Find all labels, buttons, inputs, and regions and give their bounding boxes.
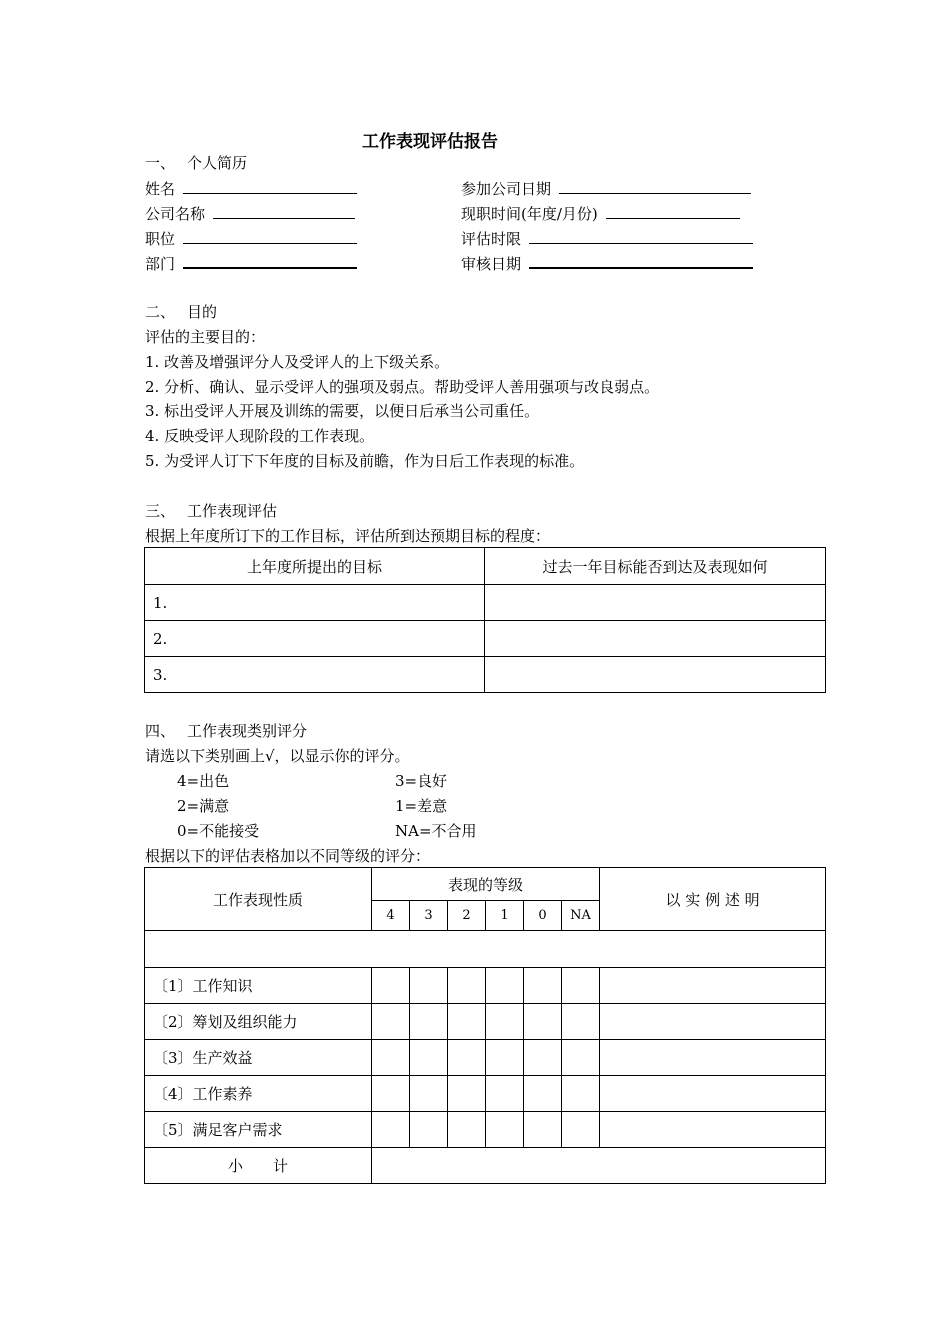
level-cell: 4 xyxy=(372,901,410,931)
rating-cell[interactable] xyxy=(486,1112,524,1148)
rating-cell[interactable] xyxy=(562,1076,600,1112)
field-label: 部门 xyxy=(145,255,176,273)
rating-cell[interactable] xyxy=(372,1040,410,1076)
scale-item: 1=差意 xyxy=(395,797,448,815)
example-cell[interactable] xyxy=(600,1112,826,1148)
section-number: 二、 xyxy=(145,303,176,321)
company-blank[interactable] xyxy=(213,203,355,219)
table-header-row xyxy=(145,868,826,901)
spacer-cell xyxy=(145,931,826,968)
rating-cell[interactable] xyxy=(410,1112,448,1148)
subtotal-label: 小 计 xyxy=(145,1148,372,1184)
field-label: 职位 xyxy=(145,230,176,248)
rating-intro: 请选以下类别画上√，以显示你的评分。 xyxy=(145,747,410,765)
header-cell: 表现的等级 xyxy=(372,868,600,901)
example-cell[interactable] xyxy=(600,968,826,1004)
achievement-cell[interactable] xyxy=(485,585,826,621)
rating-intro2: 根据以下的评估表格加以不同等级的评分： xyxy=(145,847,431,865)
header-cell: 工作表现性质 xyxy=(145,868,372,931)
section3-heading xyxy=(145,501,277,521)
rating-cell[interactable] xyxy=(448,1040,486,1076)
rating-cell[interactable] xyxy=(448,1112,486,1148)
section-title: 工作表现评估 xyxy=(187,502,278,520)
section-title: 工作表现类别评分 xyxy=(187,722,308,740)
example-cell[interactable] xyxy=(600,1076,826,1112)
level-cell: NA xyxy=(562,901,600,931)
rating-cell[interactable] xyxy=(410,1040,448,1076)
rating-cell[interactable] xyxy=(524,1004,562,1040)
table-row xyxy=(145,968,826,1004)
purpose-item: 1. 改善及增强评分人及受评人的上下级关系。 xyxy=(145,353,450,371)
rating-cell[interactable] xyxy=(410,1004,448,1040)
table-row xyxy=(145,1076,826,1112)
rating-cell[interactable] xyxy=(562,1112,600,1148)
field-eval-period xyxy=(461,228,753,249)
scale-item: 2=满意 xyxy=(177,797,230,815)
rating-cell[interactable] xyxy=(372,1004,410,1040)
section1-heading xyxy=(145,153,247,173)
field-label: 姓名 xyxy=(145,180,176,198)
rating-cell[interactable] xyxy=(524,968,562,1004)
purpose-item: 2. 分析、确认、显示受评人的强项及弱点。帮助受评人善用强项与改良弱点。 xyxy=(145,378,660,396)
rating-cell[interactable] xyxy=(486,1040,524,1076)
purpose-intro: 评估的主要目的： xyxy=(145,328,266,346)
criterion-cell: 〔5〕满足客户需求 xyxy=(145,1112,372,1148)
rating-cell[interactable] xyxy=(486,1004,524,1040)
scale-item: 0=不能接受 xyxy=(177,822,260,840)
rating-cell[interactable] xyxy=(524,1076,562,1112)
rating-cell[interactable] xyxy=(562,968,600,1004)
level-cell: 3 xyxy=(410,901,448,931)
field-name xyxy=(145,178,357,199)
goal-cell[interactable]: 1. xyxy=(145,585,485,621)
level-cell: 2 xyxy=(448,901,486,931)
section-number: 一、 xyxy=(145,154,176,172)
department-blank[interactable] xyxy=(183,252,357,269)
table-row xyxy=(145,1040,826,1076)
field-company xyxy=(145,203,355,224)
rating-cell[interactable] xyxy=(486,968,524,1004)
rating-cell[interactable] xyxy=(372,968,410,1004)
goals-table xyxy=(144,547,826,693)
field-tenure xyxy=(461,203,740,224)
section-number: 三、 xyxy=(145,502,176,520)
field-label: 评估时限 xyxy=(461,230,522,248)
name-blank[interactable] xyxy=(183,178,357,194)
table-row-spacer xyxy=(145,931,826,968)
goals-intro: 根据上年度所订下的工作目标，评估所到达预期目标的程度： xyxy=(145,527,551,545)
field-label: 现职时间(年度/月份) xyxy=(461,205,598,223)
table-row xyxy=(145,657,826,693)
rating-cell[interactable] xyxy=(448,1004,486,1040)
position-blank[interactable] xyxy=(183,228,357,244)
rating-cell[interactable] xyxy=(372,1112,410,1148)
rating-cell[interactable] xyxy=(562,1004,600,1040)
rating-cell[interactable] xyxy=(524,1040,562,1076)
subtotal-row xyxy=(145,1148,826,1184)
example-cell[interactable] xyxy=(600,1004,826,1040)
table-row xyxy=(145,585,826,621)
criterion-cell: 〔4〕工作素养 xyxy=(145,1076,372,1112)
purpose-item: 3. 标出受评人开展及训练的需要，以便日后承当公司重任。 xyxy=(145,402,540,420)
field-position xyxy=(145,228,357,249)
table-row xyxy=(145,621,826,657)
rating-cell[interactable] xyxy=(448,1076,486,1112)
rating-cell[interactable] xyxy=(410,1076,448,1112)
scale-item: NA=不合用 xyxy=(395,822,477,840)
goal-cell[interactable]: 3. xyxy=(145,657,485,693)
header-cell: 上年度所提出的目标 xyxy=(145,548,485,585)
rating-cell[interactable] xyxy=(372,1076,410,1112)
table-row xyxy=(145,1112,826,1148)
rating-cell[interactable] xyxy=(486,1076,524,1112)
section-title: 目的 xyxy=(187,303,218,321)
section2-heading xyxy=(145,302,217,322)
field-review-date xyxy=(461,252,753,274)
example-cell[interactable] xyxy=(600,1040,826,1076)
criterion-cell: 〔2〕筹划及组织能力 xyxy=(145,1004,372,1040)
achievement-cell[interactable] xyxy=(485,621,826,657)
tenure-blank[interactable] xyxy=(606,203,740,219)
field-label: 审核日期 xyxy=(461,255,522,273)
field-label: 参加公司日期 xyxy=(461,180,552,198)
rating-cell[interactable] xyxy=(448,968,486,1004)
document-title: 工作表现评估报告 xyxy=(362,132,498,152)
header-cell: 以 实 例 述 明 xyxy=(600,868,826,931)
rating-table xyxy=(144,867,826,1184)
purpose-item: 5. 为受评人订下下年度的目标及前瞻，作为日后工作表现的标准。 xyxy=(145,452,585,470)
header-cell: 过去一年目标能否到达及表现如何 xyxy=(485,548,826,585)
goal-cell[interactable]: 2. xyxy=(145,621,485,657)
join-date-blank[interactable] xyxy=(559,178,751,194)
subtotal-cell[interactable] xyxy=(372,1148,826,1184)
section-title: 个人简历 xyxy=(187,154,248,172)
criterion-cell: 〔3〕生产效益 xyxy=(145,1040,372,1076)
field-department xyxy=(145,252,357,274)
table-header-row xyxy=(145,548,826,585)
field-label: 公司名称 xyxy=(145,205,206,223)
rating-cell[interactable] xyxy=(562,1040,600,1076)
table-row xyxy=(145,1004,826,1040)
level-cell: 0 xyxy=(524,901,562,931)
scale-item: 4=出色 xyxy=(177,772,230,790)
purpose-item: 4. 反映受评人现阶段的工作表现。 xyxy=(145,427,375,445)
scale-item: 3=良好 xyxy=(395,772,448,790)
level-cell: 1 xyxy=(486,901,524,931)
eval-period-blank[interactable] xyxy=(529,228,753,244)
section4-heading xyxy=(145,721,307,741)
rating-cell[interactable] xyxy=(524,1112,562,1148)
criterion-cell: 〔1〕工作知识 xyxy=(145,968,372,1004)
section-number: 四、 xyxy=(145,722,176,740)
review-date-blank[interactable] xyxy=(529,252,753,269)
achievement-cell[interactable] xyxy=(485,657,826,693)
field-join-date xyxy=(461,178,751,199)
rating-cell[interactable] xyxy=(410,968,448,1004)
